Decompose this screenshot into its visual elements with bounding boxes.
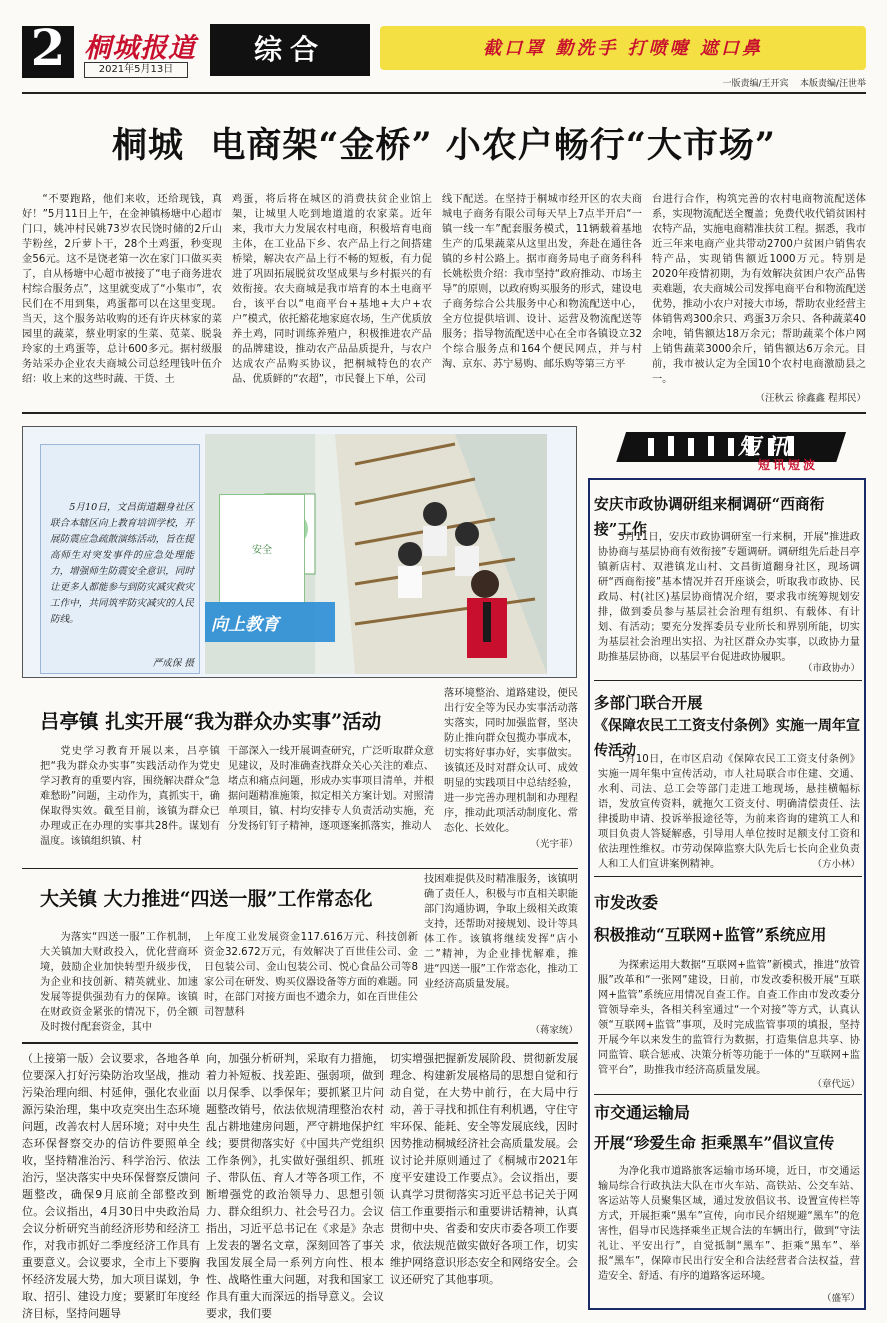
sidebar-banner-sub: 短讯短波 bbox=[758, 458, 819, 472]
sidebar-item-4-title-2: 开展“珍爱生命 拒乘黑车”倡议宣传 bbox=[594, 1133, 835, 1152]
sidebar-item-4-title-1: 市交通运输局 bbox=[594, 1103, 691, 1122]
lvting-byline: （光宇菲） bbox=[530, 839, 578, 850]
sidebar-item-1-body: 5月11日，安庆市政协调研室一行来桐，开展“推进政协协商与基层协商有效衔接”专题调研。调研组先后赴吕亭镇新店村、双港镇龙山村、文昌街道翻身社区，现场调研“西商衔接”基本情况并召开座谈会，听取我市政协、民政局、村(社区)基层协商情况介绍，要求我市统筹规划安排，做到委员参与基层社会治理有组织、有载体、有计划、有活动；要充分发挥委员专业所长和界别所能，切实为基层社会治理出实招、为社区群众办实事，以政协力量助推基层协商，以基层平台促进政协履职。 bbox=[598, 532, 860, 663]
editors-line: 一版责编/王开宾 本版责编/汪世举 bbox=[722, 79, 866, 89]
paper-name: 桐城报道 bbox=[84, 33, 196, 64]
photo-banner-text: 向上教育 bbox=[211, 615, 279, 635]
slogan-text: 截口罩 勤洗手 打喷嚏 遮口鼻 bbox=[483, 38, 763, 59]
wall-sign-text: 安全 bbox=[252, 545, 272, 556]
section-name: 综合 bbox=[253, 33, 326, 66]
main-headline: 桐城 电商架“金桥” 小农户畅行“大市场” bbox=[111, 125, 777, 166]
sidebar-item-3-title-2: 积极推动“互联网+监管”系统应用 bbox=[594, 925, 827, 944]
page-number: 2 bbox=[30, 18, 66, 77]
masthead bbox=[0, 0, 887, 96]
bottom-article-col1: （上接第一版）会议要求，各地各单位要深入打好污染防治攻坚战，推动污染治理向细、村延伸，强化农业面源污染治理，集中攻克突出生态环境问题，改善农村人居环境；对中央生态环保督察交办的信访件要照单全收，坚持精准治污、科学治污、依法治污，坚决落实中央环保督察反馈问题整改，确保9月底前全部整改到位。会议指出，4月30日中央政治局会议分析研究当前经济形势和经济工作，对我市抓好二季度经济工作具有重要意义。会议要求，全市上下要胸怀经济发展大势，加大项目谋划，争取、招引、建设力度；要紧盯年度经济目标，坚持问题导 bbox=[22, 1052, 200, 1320]
sidebar-item-3-body: 为探索运用大数据“互联网+监管”新模式，推进“放管服”改革和“一张网”建设，日前，市发改委积极开展“互联网+监管”系统应用情况自查工作。自查工作由市发改委分管领导牵头，各相关科室通过“一个对接”等方式，认真认领“互联网+监管”事项，及时完成监管事项的填报，坚持开展今年以来发生的监管行为数据，打造集信息共享、协同监管、联合惩戒、决策分析等功能于一体的“互联网+监管平台”，助推我市经济高质量发展。 bbox=[598, 960, 860, 1076]
sidebar-item-2-title-2: 《保障农民工工资支付条例》实施一周年宣传活动 bbox=[594, 718, 860, 759]
news-photo bbox=[205, 434, 547, 674]
main-article-byline: （汪秋云 徐鑫鑫 程邦民） bbox=[755, 393, 866, 404]
sidebar-item-2-title-1: 多部门联合开展 bbox=[594, 693, 703, 712]
lvting-side-col: 落环境整治、道路建设，便民出行安全等为民办实事活动落实落实，同时加强监督，坚决防止推向群众包揽办事成本，切实将好事办好，实事做实。该镇还及时对群众认可、成效明显的实践项目中总结经验，进一步完善办理机制和办理程序，推动此项活动制度化、常态化、长效化。 bbox=[444, 688, 578, 834]
main-article-col4: 台进行合作，构筑完善的农村电商物流配送体系，实现物流配送全覆盖；免费代收代销贫困村农特产品，实施电商精准扶贫工程。据悉，我市近三年来电商产业共带动2700户贫困户销售农特产品，实现销售额近1000万元。特别是2020年疫情初期，为有效解决贫困户农产品售卖难题，农夫商城公司发挥电商平台和物流配送优势，推动小农户对接大市场，帮助农业经营主体销售鸡300余只、鸡蛋3万余只、各种蔬菜40余吨，销售额达18万余元；帮助蔬菜个体户网上销售蔬菜3000余斤，销售额达6万余元。目前，我市被认定为全国10个农村电商激励县之一。 bbox=[652, 194, 866, 385]
main-article-col2: 鸡蛋，将后将在城区的消费扶贫企业馆上架，让城里人吃到地道道的农家菜。近年来，我市大力发展农村电商，积极培育电商主体，在工业品下乡、农产品上行之间搭建桥梁，解决农产品上行不畅的短板，有力促进了巩固拓展脱贫攻坚成果与乡村振兴的有效衔接。农夫商城是我市培育的本土电商平台，该平台以“电商平台+基地+大户+农户”模式，依托豁花地家庭农场，生产优质放养土鸡，同时训练养殖户，积极推进农产品的品牌建设，推动农产品品质提升，与农户达成农产品购买协议，把桐城特色的农产品、优质鲜的“农超”，市民餐上下单，公司 bbox=[232, 194, 432, 385]
photo-wall-sign bbox=[219, 494, 305, 604]
sidebar-item-4-byline: （盛军） bbox=[821, 1293, 860, 1304]
daguan-col1: 为落实“四送一服”工作机制，大关镇加大财政投入，优化营商环境，鼓励企业加快转型升级步伐，为企业和技创新、精英就业、加速发展等提供强劲有力的保障。该镇在财政资金紧张的情况下，仍全额及时拨付配套资金，其中 bbox=[40, 932, 198, 1033]
masthead-date: 2021年5月13日 bbox=[84, 62, 188, 78]
main-article-col3: 线下配送。在坚持于桐城市经开区的农夫商城电子商务有限公司每天早上7点半开启“一镇一线一车”配套服务模式，11辆载着基地生产的瓜果蔬菜从这里出发，奔赴在通往各镇的乡村公路上。据市商务局电子商务科科长姚松贵介绍：我市坚持“政府推动、市场主导”的原则，以政府购买服务的形式，建设电子商务综合公共服务中心和物流配送中心，全方位提供培训、设计、运营及物流配送等服务；指导物流配送中心在全市各镇设立32个综合服务点和164个便民网点，并与村淘、京东、苏宁易购、邮乐购等第三方平 bbox=[442, 194, 642, 370]
bottom-article-col3: 切实增强把握新发展阶段、贯彻新发展理念、构建新发展格局的思想自觉和行动自觉，在大势中前行，在大局中行动，善于寻找和抓住有利机遇，守住守牢环保、能耗、安全等发展底线，因时因势推动桐城经济社会高质量发展。会议讨论并原则通过了《桐城市2021年度平安建设工作要点》。会议指出，要认真学习贯彻落实习近平总书记关于网信工作重要指示和重要讲话精神，认真贯彻中央、省委和安庆市委各项工作要求，依法规范做实做好各项工作，切实维护网络意识形态安全和网络安全。会议还研究了其他事项。 bbox=[390, 1052, 578, 1286]
sidebar-item-3-byline: （章代远） bbox=[812, 1079, 860, 1090]
sidebar-item-4-body: 为净化我市道路旅客运输市场环境，近日，市交通运输局综合行政执法大队在市火车站、高铁站、公交车站、客运站等人员聚集区域，通过发放倡议书、设置宣传栏等方式，开展拒乘“黑车”宣传，向市民介绍规避“黑车”的危害性，倡导市民选择乘坐正规合法的车辆出行，做到“守法礼让、平安出行”，自觉抵制“黑车”、拒乘“黑车”、举报“黑车”，保障市民出行安全和合法经营者合法权益，营造安全、舒适、有序的道路客运环境。 bbox=[598, 1166, 860, 1282]
daguan-headline: 大关镇 大力推进“四送一服”工作常态化 bbox=[40, 888, 373, 910]
sidebar-item-1-byline: （市政协办） bbox=[802, 663, 860, 674]
sidebar-banner bbox=[588, 426, 866, 472]
sidebar-item-2-byline: （方小林） bbox=[812, 859, 860, 870]
sidebar-item-1-title: 安庆市政协调研组来桐调研“西商衔接”工作 bbox=[594, 496, 825, 538]
photo-caption: 5月10日，文昌街道翻身社区联合本辖区向上教育培训学校，开展防震应急疏散演练活动，旨在提高师生对突发事件的应急处理能力，增强师生防震安全意识，同时让更多人都能参与到防灾减灾救灾工作中，共同筑牢防灾减灾的人民防线。 bbox=[50, 502, 194, 625]
main-article-col1: “不要跑路，他们来收，还给现钱，真好！”5月11日上午，在金神镇杨塘中心超市门口，姚冲村民姚73岁农民饶时储的2斤山芋粉丝，2斤萝卜干，28个土鸡蛋，秒变现金56元。这不是饶老第一次在家门口做买卖了，自从杨塘中心超市被接了“电子商务进农村综合服务点”，这里就变成了“小集市”，农民们在不用到集，鸡蛋都可以在这里变现。当天，这个服务站收购的还有许庆林家的菜园里的蔬菜，蔡业明家的生菜、苋菜、脱袅玲家的土鸡蛋等，总计600多元。据村级服务站采办企业农夫商城公司总经理钱叶伍介绍：收上来的这些时蔬、干货、土 bbox=[22, 194, 222, 385]
lvting-col1: 党史学习教育开展以来，吕亭镇把“我为群众办实事”实践活动作为党史学习教育的重要内容，围绕解决群众“急难愁盼”问题，主动作为，真抓实干，确保取得实效。截至目前，该镇为群众已办理或正在办理的实事共28件。谋划有温度。该镇组织镇、村 bbox=[40, 746, 220, 847]
sidebar-banner-title: 短讯 bbox=[738, 434, 795, 460]
photo-credit: 严成保 摄 bbox=[152, 658, 194, 669]
lvting-headline: 吕亭镇 扎实开展“我为群众办实事”活动 bbox=[40, 710, 382, 733]
lvting-col2: 干部深入一线开展调查研究，广泛听取群众意见建议，及时准确查找群众关心关注的难点、堵点和痛点问题，形成办实事项目清单，并根据问题精准施策，拟定相关方案计划。对照清单项目，镇、村均安排专人负责活动实施，充分发扬钉钉子精神，逐项逐案抓落实，推动人 bbox=[228, 746, 434, 832]
sidebar-item-2-body: 5月10日，在市区启动《保障农民工工资支付条例》实施一周年集中宣传活动，市人社局联合市住建、交通、水利、司法、总工会等部门走进工地现场，悬挂横幅标语，发放宣传资料，就拖欠工资支付、明确清偿责任、法律援助申请、投诉举报途径等，为前来咨询的建筑工人和项目负责人答疑解惑，引导用人单位按时足额支付工资和依法理性维权。市劳动保障监察大队先后七长向企业负责人和工人们宣讲案例精神。 bbox=[598, 754, 860, 870]
daguan-col2: 上年度工业发展资金117.616万元、科技创新资金32.672万元，有效解决了百世佳公司、金日包装公司、金山包装公司、悦心食品公司等8家公司在研发、购买仪器设备等方面的难题。同时，在部门对接方面也不遗余力，如在百世佳公司智慧科 bbox=[204, 932, 418, 1018]
sidebar-item-3-title-1: 市发改委 bbox=[594, 893, 659, 912]
daguan-byline: （蒋家统） bbox=[530, 1025, 578, 1036]
bottom-article-col2: 向，加强分析研判，采取有力措施，着力补短板、找差距、强弱项，做到以月保季、以季保年；要抓紧卫片问题整改销号，依法依规清理整治农村乱占耕地建房问题，严守耕地保护红线；要贯彻落实好《中国共产党组织工作条例》，扎实做好强组织、抓班子、带队伍、育人才等各项工作，不断增强党的政治领导力、思想引领力、群众组织力、社会号召力。会议指出，习近平总书记在《求是》杂志上发表的署名文章，深刻回答了事关我国发展全局一系列方向性、根本性、战略性重大问题，对我和国家工作具有重大而深远的指导意义。会议要求，我们要 bbox=[206, 1052, 384, 1320]
daguan-side-col: 技困难提供及时精准服务，该镇明确了责任人，积极与市直相关职能部门沟通协调，争取上级相关政策支持，还帮助对接规划、设计等具体工作。该镇将继续发挥“店小二”精神，为企业排忧解难，推进“四送一服”工作常态化，推动工业经济高质量发展。 bbox=[424, 874, 578, 990]
